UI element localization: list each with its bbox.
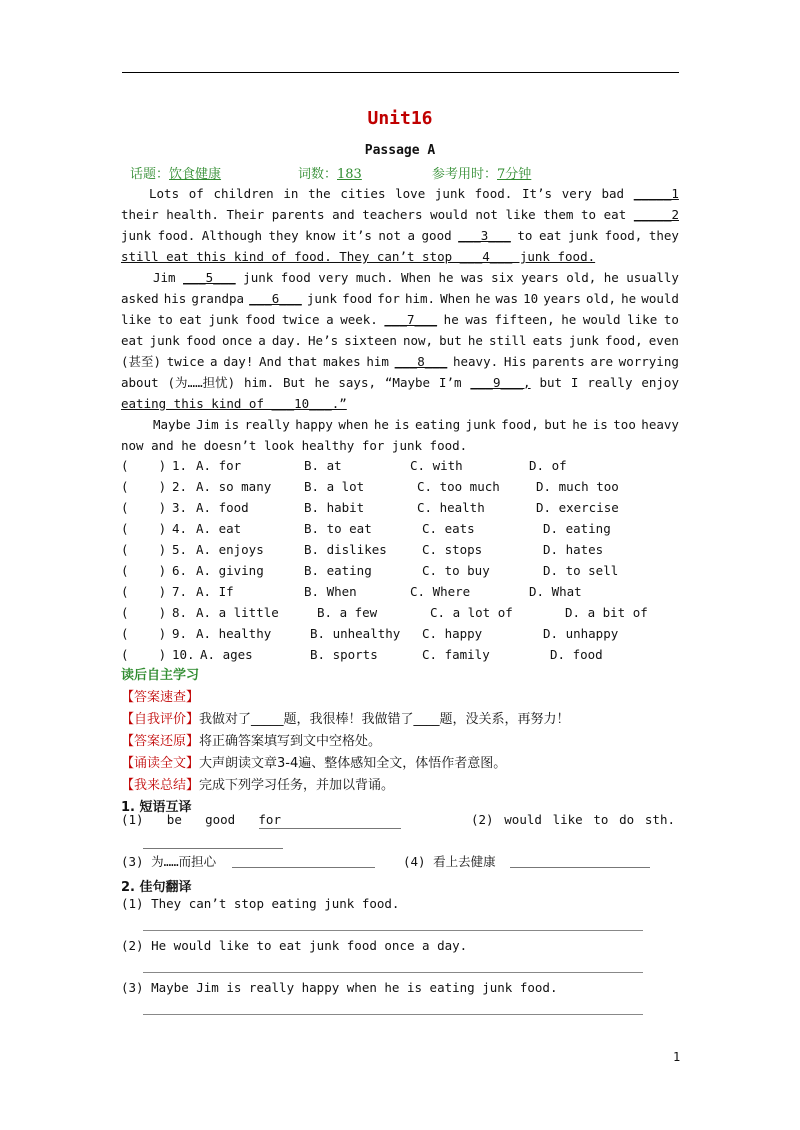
passage-word: was — [461, 270, 484, 285]
passage-word: is — [394, 417, 410, 432]
passage-word: It’s — [521, 186, 553, 201]
passage-line — [149, 184, 679, 204]
passage-word: _____1 — [633, 186, 679, 201]
option-a[interactable]: A. so many — [196, 479, 272, 494]
passage-word: was — [465, 312, 488, 327]
option-d[interactable]: D. a bit of — [565, 605, 648, 620]
passage-word: once — [222, 333, 253, 348]
phrase-4: (4) 看上去健康 — [403, 854, 496, 869]
passage-word: makes — [323, 354, 361, 369]
answer-bracket[interactable]: ( ) — [121, 563, 167, 578]
passage-word: in — [283, 186, 299, 201]
passage-word: they — [268, 228, 299, 243]
passage-word: eat — [179, 312, 202, 327]
page-number: 1 — [673, 1050, 681, 1064]
phrase-2-word: would — [504, 812, 542, 827]
option-b[interactable]: B. habit — [304, 500, 365, 515]
translation-heading: 2. 佳句翻译 — [121, 880, 192, 895]
answer-line[interactable] — [143, 930, 643, 931]
passage-line — [121, 247, 679, 267]
self-eval-line — [121, 708, 570, 727]
read-line — [121, 752, 506, 771]
passage-word: ___7___ — [384, 312, 438, 327]
passage-word: not — [378, 228, 401, 243]
passage-word: when — [338, 417, 369, 432]
passage-word: ___5___ — [183, 270, 236, 285]
passage-word: junk — [306, 291, 338, 306]
passage-word: Jim — [196, 417, 219, 432]
passage-line — [121, 205, 679, 225]
passage-word: “Maybe — [384, 375, 431, 390]
passage-word: food. — [157, 228, 196, 243]
passage-line — [121, 226, 679, 246]
passage-word: too — [613, 417, 636, 432]
passage-word: know — [305, 228, 336, 243]
passage-word: their — [121, 207, 159, 222]
passage-word: parents — [271, 207, 325, 222]
self-eval-tag: 【自我评价】 — [121, 712, 200, 727]
passage-word: him — [366, 354, 389, 369]
restore-tag: 【答案还原】 — [121, 734, 200, 749]
passage-word: to — [663, 312, 679, 327]
option-d[interactable]: D. to sell — [543, 563, 619, 578]
passage-word: teachers — [362, 207, 423, 222]
meta-time — [432, 163, 531, 182]
passage-word: that — [287, 354, 318, 369]
option-a[interactable]: A. healthy — [196, 626, 272, 641]
passage-word: to — [157, 312, 173, 327]
passage-word: But — [282, 375, 306, 390]
passage-word: they — [648, 228, 679, 243]
passage-word: heavy — [641, 417, 679, 432]
topic-value: 饮食健康 — [169, 167, 222, 182]
passage-word: him. — [244, 375, 275, 390]
answer-line[interactable] — [143, 848, 283, 849]
sentence-3: (3) Maybe Jim is really happy when he is eating junk food. — [121, 980, 558, 995]
option-d[interactable]: D. eating — [543, 521, 611, 536]
passage-word: to — [580, 207, 597, 222]
answer-line[interactable] — [510, 867, 650, 868]
question-row — [121, 540, 679, 560]
passage-line — [121, 310, 679, 330]
question-number: 1. — [172, 458, 188, 473]
passage-word: for — [377, 291, 400, 306]
passage-word: a — [407, 228, 416, 243]
restore-text: 将正确答案填写到文中空格处。 — [199, 734, 382, 749]
passage-word: Lots — [149, 186, 180, 201]
passage-word: years — [543, 291, 581, 306]
passage-word: but — [539, 375, 563, 390]
passage-word: much. — [355, 270, 394, 285]
passage-word: He’s — [308, 333, 339, 348]
question-row — [121, 519, 679, 539]
phrases-heading: 1. 短语互译 — [121, 800, 192, 815]
passage-word: but — [439, 333, 462, 348]
answer-bracket[interactable]: ( ) — [121, 584, 167, 599]
question-row — [121, 624, 679, 644]
option-a[interactable]: A. food — [196, 500, 249, 515]
passage-word: asked — [121, 291, 159, 306]
passage-word: Their — [226, 207, 265, 222]
question-number: 9. — [172, 626, 188, 641]
passage-word: And — [259, 354, 282, 369]
passage-word: day! — [223, 354, 254, 369]
self-eval-text: 我做对了_____题，我很棒！我做错了____题，没关系，再努力！ — [199, 712, 570, 727]
passage-line — [121, 394, 679, 414]
option-a[interactable]: A. ages — [200, 647, 253, 662]
passage-word: really — [244, 417, 290, 432]
passage-word: twice — [166, 354, 205, 369]
answer-bracket[interactable]: ( ) — [121, 479, 167, 494]
passage-word: health. — [166, 207, 219, 222]
passage-line — [121, 373, 679, 393]
option-d[interactable]: D. What — [529, 584, 582, 599]
passage-word: six — [491, 270, 514, 285]
quick-check-line — [121, 686, 199, 705]
passage-word: like — [121, 312, 152, 327]
answer-line[interactable] — [232, 867, 375, 868]
passage-word: junk — [243, 270, 274, 285]
passage-word: Maybe — [153, 417, 191, 432]
passage-word: old, — [566, 270, 597, 285]
passage-word: him. — [404, 291, 436, 306]
option-d[interactable]: D. much too — [536, 479, 619, 494]
passage-word: happy — [295, 417, 333, 432]
phrase-1 — [121, 812, 281, 827]
passage-word: I — [570, 375, 579, 390]
option-b[interactable]: B. sports — [310, 647, 378, 662]
passage-word: eating this kind of ___10___.” — [121, 396, 347, 411]
option-d[interactable]: D. food — [550, 647, 603, 662]
option-c[interactable]: C. happy — [422, 626, 483, 641]
passage-word: His — [503, 354, 527, 369]
words-value: 183 — [337, 167, 362, 182]
passage-word: a — [258, 333, 266, 348]
option-c[interactable]: C. with — [410, 458, 463, 473]
question-number: 2. — [172, 479, 188, 494]
option-d[interactable]: D. unhappy — [543, 626, 619, 641]
passage-title: Passage A — [364, 143, 436, 158]
question-row — [121, 645, 679, 665]
answer-line[interactable] — [259, 828, 401, 829]
passage-word: I’m — [438, 375, 462, 390]
passage-word: eat — [538, 228, 562, 243]
phrase-1-word: be — [166, 812, 182, 827]
phrase-2-num: (2) — [471, 812, 494, 827]
option-a[interactable]: A. a little — [196, 605, 279, 620]
passage-word: bad — [601, 186, 625, 201]
sentence-1: (1) They can’t stop eating junk food. — [121, 896, 400, 911]
phrase-2 — [471, 812, 675, 827]
answer-line[interactable] — [143, 1014, 643, 1015]
summary-line — [121, 774, 394, 793]
passage-word: cities — [340, 186, 386, 201]
passage-line — [121, 352, 679, 372]
passage-word: he — [561, 312, 577, 327]
phrase-2-word: like — [552, 812, 583, 827]
option-a[interactable]: A. If — [196, 584, 234, 599]
passage-word: junk — [434, 186, 465, 201]
passage-word: day. — [271, 333, 302, 348]
passage-line — [121, 331, 679, 351]
option-b[interactable]: B. to eat — [304, 521, 372, 536]
passage-word: even — [648, 333, 679, 348]
option-c[interactable]: C. Where — [410, 584, 471, 599]
option-b[interactable]: B. dislikes — [304, 542, 387, 557]
option-b[interactable]: B. a lot — [304, 479, 365, 494]
passage-word: very — [318, 270, 349, 285]
passage-word: he — [621, 291, 637, 306]
passage-word: good — [421, 228, 452, 243]
passage-word: says, — [338, 375, 377, 390]
passage-word: now and he doesn’t look healthy for junk food. — [121, 438, 468, 453]
phrase-1-word: for — [258, 812, 281, 827]
passage-word: junk — [121, 228, 152, 243]
passage-word: love — [395, 186, 426, 201]
question-row — [121, 456, 679, 476]
passage-word: is — [592, 417, 608, 432]
passage-word: junk — [568, 228, 599, 243]
passage-word: food — [342, 291, 373, 306]
passage-word: old, — [585, 291, 617, 306]
read-text: 大声朗读文章3-4遍、整体感知全文，体悟作者意图。 — [199, 756, 507, 771]
question-number: 7. — [172, 584, 188, 599]
answer-bracket[interactable]: ( ) — [121, 605, 167, 620]
passage-word: are — [590, 354, 613, 369]
passage-word: food, — [605, 333, 643, 348]
passage-word: is — [224, 417, 240, 432]
meta-words — [298, 163, 362, 182]
passage-word: worrying — [618, 354, 679, 369]
passage-word: children — [213, 186, 274, 201]
question-number: 6. — [172, 563, 188, 578]
answer-bracket[interactable]: ( ) — [121, 500, 167, 515]
option-c[interactable]: C. stops — [422, 542, 483, 557]
question-number: 8. — [172, 605, 188, 620]
passage-word: a — [326, 312, 334, 327]
option-a[interactable]: A. eat — [196, 521, 242, 536]
header-rule — [122, 72, 679, 73]
passage-word: Although — [201, 228, 262, 243]
passage-word: parents — [532, 354, 585, 369]
passage-word: When — [400, 270, 432, 285]
question-number: 5. — [172, 542, 188, 557]
passage-word: still eat this kind of food. They can’t stop ___4___ junk food. — [121, 249, 596, 264]
passage-word: twice — [281, 312, 320, 327]
passage-word: but — [544, 417, 567, 432]
passage-word: food. — [474, 186, 513, 201]
option-b[interactable]: B. When — [304, 584, 357, 599]
summary-text: 完成下列学习任务，并加以背诵。 — [199, 778, 395, 793]
passage-word: really — [587, 375, 633, 390]
passage-word: the — [308, 186, 331, 201]
read-tag: 【诵读全文】 — [121, 756, 200, 771]
passage-word: food — [245, 312, 276, 327]
passage-word: junk — [208, 312, 239, 327]
passage-word: would — [582, 312, 621, 327]
passage-word: he — [438, 270, 454, 285]
passage-word: he — [603, 270, 619, 285]
passage-word: usually — [626, 270, 679, 285]
answer-bracket[interactable]: ( ) — [121, 542, 167, 557]
phrase-2-word: do — [619, 812, 635, 827]
passage-word: (为……担忧) — [167, 375, 236, 390]
passage-word: eating — [414, 417, 461, 432]
passage-word: he — [572, 417, 588, 432]
question-row — [121, 498, 679, 518]
passage-word: ___3___ — [458, 228, 511, 243]
answer-bracket[interactable]: ( ) — [121, 626, 167, 641]
question-row — [121, 603, 679, 623]
passage-word: junk — [568, 333, 599, 348]
passage-line — [121, 436, 679, 456]
meta-topic — [130, 163, 221, 182]
option-c[interactable]: C. eats — [422, 521, 475, 536]
passage-word: he — [443, 312, 459, 327]
passage-word: grandpa — [191, 291, 245, 306]
passage-word: to — [517, 228, 533, 243]
option-a[interactable]: A. enjoys — [196, 542, 264, 557]
passage-word: a — [210, 354, 218, 369]
passage-word: and — [332, 207, 355, 222]
option-a[interactable]: A. for — [196, 458, 242, 473]
passage-word: would — [641, 291, 679, 306]
passage-word: food, — [604, 228, 643, 243]
option-c[interactable]: C. a lot of — [430, 605, 513, 620]
passage-word: very — [561, 186, 592, 201]
passage-word: would — [430, 207, 468, 222]
passage-word: eat — [603, 207, 627, 222]
passage-line — [153, 415, 679, 435]
question-number: 10. — [172, 647, 195, 662]
passage-word: still — [488, 333, 527, 348]
option-d[interactable]: D. of — [529, 458, 567, 473]
restore-line — [121, 730, 381, 749]
option-b[interactable]: B. unhealthy — [310, 626, 401, 641]
option-c[interactable]: C. to buy — [422, 563, 490, 578]
passage-word: it’s — [341, 228, 372, 243]
passage-word: he — [467, 333, 483, 348]
phrase-2-word: sth. — [644, 812, 675, 827]
passage-word: (甚至) — [121, 354, 162, 369]
option-d[interactable]: D. hates — [543, 542, 604, 557]
answer-bracket[interactable]: ( ) — [121, 521, 167, 536]
time-value: 7分钟 — [497, 167, 532, 182]
words-label: 词数： — [298, 167, 338, 182]
passage-word: junk — [465, 417, 496, 432]
passage-line — [121, 289, 679, 309]
question-row — [121, 477, 679, 497]
passage-word: he — [314, 375, 330, 390]
passage-word: heavy. — [452, 354, 499, 369]
passage-word: he — [475, 291, 491, 306]
answer-line[interactable] — [143, 972, 643, 973]
passage-word: he — [373, 417, 389, 432]
passage-word: now, — [402, 333, 434, 348]
unit-title: Unit16 — [367, 108, 433, 129]
option-d[interactable]: D. exercise — [536, 500, 619, 515]
answer-bracket[interactable]: ( ) — [121, 647, 167, 662]
passage-line — [153, 268, 679, 288]
option-c[interactable]: C. too much — [417, 479, 500, 494]
passage-word: years — [521, 270, 559, 285]
sentence-2: (2) He would like to eat junk food once a day. — [121, 938, 468, 953]
passage-word: fifteen, — [494, 312, 555, 327]
passage-word: enjoy — [641, 375, 679, 390]
summary-tag: 【我来总结】 — [121, 778, 200, 793]
passage-word: ___8___ — [394, 354, 448, 369]
passage-word: food — [280, 270, 311, 285]
question-row — [121, 561, 679, 581]
question-number: 3. — [172, 500, 188, 515]
passage-word: about — [121, 375, 159, 390]
passage-word: food — [185, 333, 216, 348]
passage-word: ___6___ — [249, 291, 302, 306]
option-c[interactable]: C. family — [422, 647, 490, 662]
phrase-1-num: (1) — [121, 812, 144, 827]
passage-word: like — [627, 312, 658, 327]
question-number: 4. — [172, 521, 188, 536]
passage-word: junk — [149, 333, 180, 348]
passage-word: was — [495, 291, 519, 306]
passage-word: them — [543, 207, 574, 222]
passage-word: not — [475, 207, 498, 222]
passage-word: of — [188, 186, 204, 201]
option-b[interactable]: B. at — [304, 458, 342, 473]
topic-label: 话题： — [130, 167, 170, 182]
passage-word: _____2 — [633, 207, 679, 222]
option-b[interactable]: B. a few — [317, 605, 378, 620]
phrase-2-word: to — [593, 812, 609, 827]
passage-word: ___9___, — [470, 375, 531, 390]
passage-word: like — [505, 207, 536, 222]
passage-word: food, — [501, 417, 539, 432]
phrase-1-word: good — [205, 812, 236, 827]
passage-word: his — [163, 291, 187, 306]
phrase-3: (3) 为……而担心 — [121, 854, 217, 869]
passage-word: eats — [532, 333, 563, 348]
passage-word: Jim — [153, 270, 176, 285]
time-label: 参考用时： — [432, 167, 498, 182]
passage-word: eat — [121, 333, 144, 348]
option-b[interactable]: B. eating — [304, 563, 372, 578]
option-a[interactable]: A. giving — [196, 563, 264, 578]
answer-bracket[interactable]: ( ) — [121, 458, 167, 473]
question-row — [121, 582, 679, 602]
passage-word: sixteen — [344, 333, 397, 348]
quick-check-tag: 【答案速查】 — [121, 690, 200, 705]
passage-word: When — [440, 291, 471, 306]
study-heading: 读后自主学习 — [121, 668, 200, 683]
option-c[interactable]: C. health — [417, 500, 485, 515]
passage-word: 10 — [523, 291, 539, 306]
passage-word: week. — [340, 312, 378, 327]
